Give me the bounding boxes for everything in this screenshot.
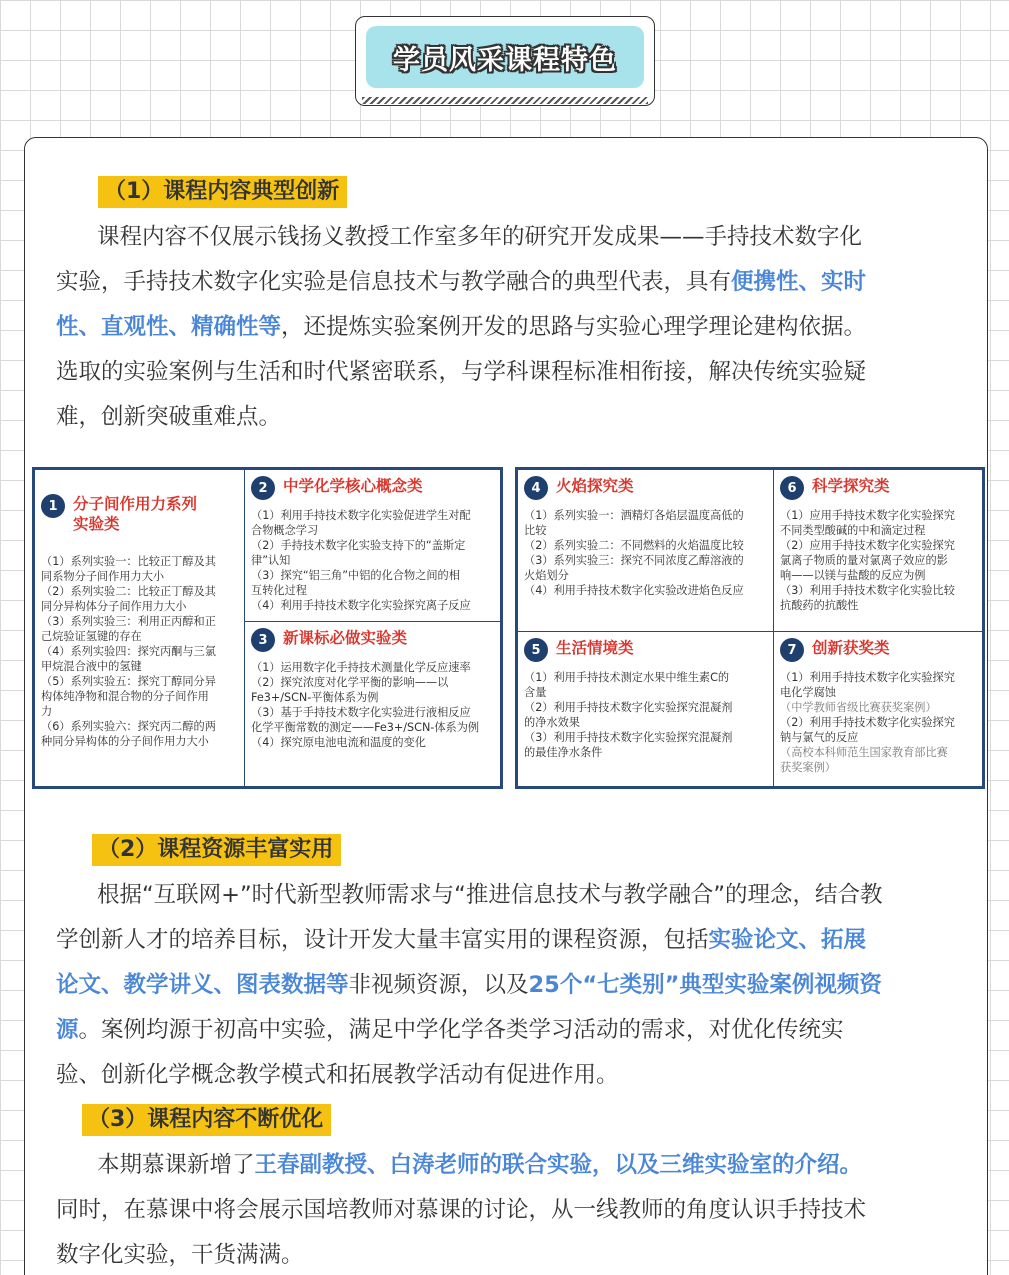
- experiment-item: （3）系列实验三：探究不同浓度乙醇溶液的: [524, 554, 744, 567]
- experiment-item: （2）利用手持技术数字化实验探究: [780, 716, 955, 729]
- category-number-badge: 3: [251, 628, 275, 652]
- experiment-item: 己烷验证氢键的存在: [41, 630, 142, 643]
- body-text: 数字化实验，干货满满。: [56, 1242, 304, 1268]
- category-title-line: 实验类: [73, 515, 120, 533]
- body-text: 非视频资源，以及: [348, 972, 529, 998]
- paragraph-line: [56, 1143, 961, 1188]
- body-text: 本期慕课新增了: [97, 1152, 255, 1178]
- experiment-item: （1）系列实验一：酒精灯各焰层温度高低的: [524, 509, 744, 522]
- category-number-badge: 7: [780, 638, 804, 662]
- experiment-item: （3）利用手持技术数字化实验探究混凝剂: [524, 731, 733, 744]
- experiment-item: （5）系列实验五：探究丁醇同分异: [41, 675, 216, 688]
- experiment-item: （4）探究原电池电流和温度的变化: [251, 736, 426, 749]
- experiment-item: （2）应用手持技术数字化实验探究: [780, 539, 955, 552]
- category-title: [556, 476, 634, 496]
- page-title: 学员风采课程特色: [393, 44, 617, 76]
- section2-heading: （2）课程资源丰富实用: [92, 834, 341, 866]
- experiment-item: Fe3+/SCN-平衡体系为例: [251, 691, 379, 704]
- experiment-item: 响——以镁与盐酸的反应为例: [780, 569, 926, 582]
- title-plate: [366, 26, 644, 88]
- experiment-item: （4）利用手持技术数字化实验改进焰色反应: [524, 584, 744, 597]
- experiment-item: （1）运用数字化手持技术测量化学反应速率: [251, 661, 471, 674]
- experiment-item: （1）利用手持技术测定水果中维生素C的: [524, 671, 730, 684]
- experiment-item: （4）利用手持技术数字化实验探究离子反应: [251, 599, 471, 612]
- category-number-badge: 6: [780, 476, 804, 500]
- section3-heading: （3）课程内容不断优化: [82, 1104, 331, 1136]
- category-header: [41, 494, 238, 534]
- experiment-item: （3）基于手持技术数字化实验进行液相反应: [251, 706, 471, 719]
- body-text: 课程内容不仅展示钱扬义教授工作室多年的研究开发成果——手持技术数字化: [97, 224, 863, 250]
- category-title: [556, 638, 634, 658]
- body-text: 验、创新化学概念教学模式和拓展教学活动有促进作用。: [56, 1062, 619, 1088]
- highlight-text: 源: [56, 1017, 79, 1043]
- category-card-4: [517, 469, 774, 632]
- experiment-item: （2）探究浓度对化学平衡的影响——以: [251, 676, 449, 689]
- experiment-item: 甲烷混合液中的氢键: [41, 660, 142, 673]
- body-text: 同时，在慕课中将会展示国培教师对慕课的讨论，从一线教师的角度认识手持技术: [56, 1197, 867, 1223]
- category-number-badge: 5: [524, 638, 548, 662]
- experiment-item: 获奖案例）: [780, 761, 836, 774]
- highlight-text: 王春副教授、白涛老师的联合实验，以及三维实验室的介绍。: [254, 1152, 863, 1178]
- category-card-6: [773, 469, 983, 632]
- category-title: [283, 628, 407, 648]
- experiment-item: （1）利用手持技术数字化实验探究: [780, 671, 955, 684]
- category-card-3: [244, 621, 501, 787]
- section1-heading: （1）课程内容典型创新: [98, 176, 347, 208]
- experiment-item: （4）系列实验四：探究丙酮与三氯: [41, 645, 216, 658]
- category-number-badge: 1: [41, 494, 65, 518]
- paragraph-line: [56, 260, 961, 305]
- experiment-item: 种同分异构体的分子间作用力大小: [41, 735, 209, 748]
- paragraph-line: [56, 215, 961, 260]
- category-header: [251, 628, 494, 652]
- experiment-item: （3）系列实验三：利用正丙醇和正: [41, 615, 216, 628]
- category-title-line: 创新获奖类: [812, 639, 890, 657]
- category-header: [524, 476, 767, 500]
- experiment-item: 的最佳净水条件: [524, 746, 603, 759]
- experiment-item: （中学教师省级比赛获奖案例）: [780, 701, 937, 714]
- category-card-5: [517, 631, 774, 787]
- experiment-item: 力: [41, 705, 53, 718]
- paragraph-line: [56, 1233, 961, 1275]
- highlight-text: 便携性、实时: [731, 269, 867, 295]
- category-title-line: 生活情境类: [556, 639, 634, 657]
- category-title-line: 新课标必做实验类: [283, 629, 408, 647]
- category-header: [524, 638, 767, 662]
- experiment-item: （2）手持技术数字化实验支持下的“盖斯定: [251, 539, 466, 552]
- experiment-item: 电化学腐蚀: [780, 686, 836, 699]
- experiment-item: （6）系列实验六：探究丙二醇的两: [41, 720, 216, 733]
- experiment-item: 钠与氯气的反应: [780, 731, 859, 744]
- experiment-item: （高校本科师范生国家教育部比赛: [780, 746, 948, 759]
- category-card-1: [34, 469, 245, 787]
- experiment-item: 同系物分子间作用力大小: [41, 570, 165, 583]
- experiment-item: 同分异构体分子间作用力大小: [41, 600, 187, 613]
- category-header: [780, 638, 976, 662]
- category-card-2: [244, 469, 501, 622]
- experiment-item: 氯离子物质的量对氯离子效应的影: [780, 554, 948, 567]
- category-title-line: 分子间作用力系列: [73, 495, 198, 513]
- banner-stripes: [362, 97, 648, 104]
- paragraph-line: [56, 873, 961, 918]
- body-text: 学创新人才的培养目标，设计开发大量丰富实用的课程资源，包括: [56, 927, 709, 953]
- experiment-item: 构体纯净物和混合物的分子间作用: [41, 690, 209, 703]
- category-title-line: 火焰探究类: [556, 477, 634, 495]
- experiment-item: 的净水效果: [524, 716, 580, 729]
- category-number-badge: 2: [251, 476, 275, 500]
- category-title: [812, 476, 890, 496]
- experiment-item: （1）应用手持技术数字化实验探究: [780, 509, 955, 522]
- experiment-item: 比较: [524, 524, 547, 537]
- experiment-item: 含量: [524, 686, 547, 699]
- category-title: [73, 494, 197, 534]
- paragraph-line: [56, 395, 961, 440]
- figure-left-panel: [32, 467, 503, 789]
- experiment-item: 火焰划分: [524, 569, 569, 582]
- experiment-item: 抗酸药的抗酸性: [780, 599, 859, 612]
- experiment-item: 不同类型酸碱的中和滴定过程: [780, 524, 926, 537]
- paragraph-line: [56, 1053, 961, 1098]
- paragraph-line: [56, 918, 961, 963]
- experiment-item: 互转化过程: [251, 584, 307, 597]
- experiment-item: （1）系列实验一：比较正丁醇及其: [41, 555, 216, 568]
- category-header: [780, 476, 976, 500]
- experiment-item: （2）利用手持技术数字化实验探究混凝剂: [524, 701, 733, 714]
- experiment-item: 律”认知: [251, 554, 291, 567]
- category-title: [812, 638, 890, 658]
- experiment-item: （3）利用手持技术数字化实验比较: [780, 584, 955, 597]
- highlight-text: 实验论文、拓展: [708, 927, 867, 953]
- paragraph-line: [56, 305, 961, 350]
- category-card-7: [773, 631, 983, 787]
- body-text: 难，创新突破重难点。: [56, 404, 282, 430]
- body-text: 实验，手持技术数字化实验是信息技术与教学融合的典型代表，具有: [56, 269, 732, 295]
- highlight-text: 论文、教学讲义、图表数据等: [56, 972, 349, 998]
- experiment-item: 合物概念学习: [251, 524, 319, 537]
- experiment-item: 化学平衡常数的测定——Fe3+/SCN-体系为例: [251, 721, 480, 734]
- figure-right-panel: [515, 467, 985, 789]
- experiment-item: （2）系列实验二：不同燃料的火焰温度比较: [524, 539, 744, 552]
- experiment-item: （1）利用手持技术数字化实验促进学生对配: [251, 509, 471, 522]
- body-text: 。案例均源于初高中实验，满足中学化学各类学习活动的需求，对优化传统实: [78, 1017, 844, 1043]
- paragraph-line: [56, 963, 961, 1008]
- category-number-badge: 4: [524, 476, 548, 500]
- highlight-text: 性、直观性、精确性等: [56, 314, 282, 340]
- body-text: ，还提炼实验案例开发的思路与实验心理学理论建构依据。: [281, 314, 867, 340]
- paragraph-line: [56, 1188, 961, 1233]
- body-text: 选取的实验案例与生活和时代紧密联系，与学科课程标准相衔接，解决传统实验疑: [56, 359, 867, 385]
- highlight-text: 25个“七类别”典型实验案例视频资: [528, 972, 882, 998]
- category-title-line: 科学探究类: [812, 477, 890, 495]
- paragraph-line: [56, 1008, 961, 1053]
- category-header: [251, 476, 494, 500]
- category-title: [283, 476, 423, 496]
- experiment-item: （2）系列实验二：比较正丁醇及其: [41, 585, 216, 598]
- paragraph-line: [56, 350, 961, 395]
- body-text: 根据“互联网+”时代新型教师需求与“推进信息技术与教学融合”的理念，结合教: [97, 882, 883, 908]
- title-banner: [355, 16, 655, 106]
- category-title-line: 中学化学核心概念类: [283, 477, 423, 495]
- experiment-item: （3）探究“铝三角”中铝的化合物之间的相: [251, 569, 460, 582]
